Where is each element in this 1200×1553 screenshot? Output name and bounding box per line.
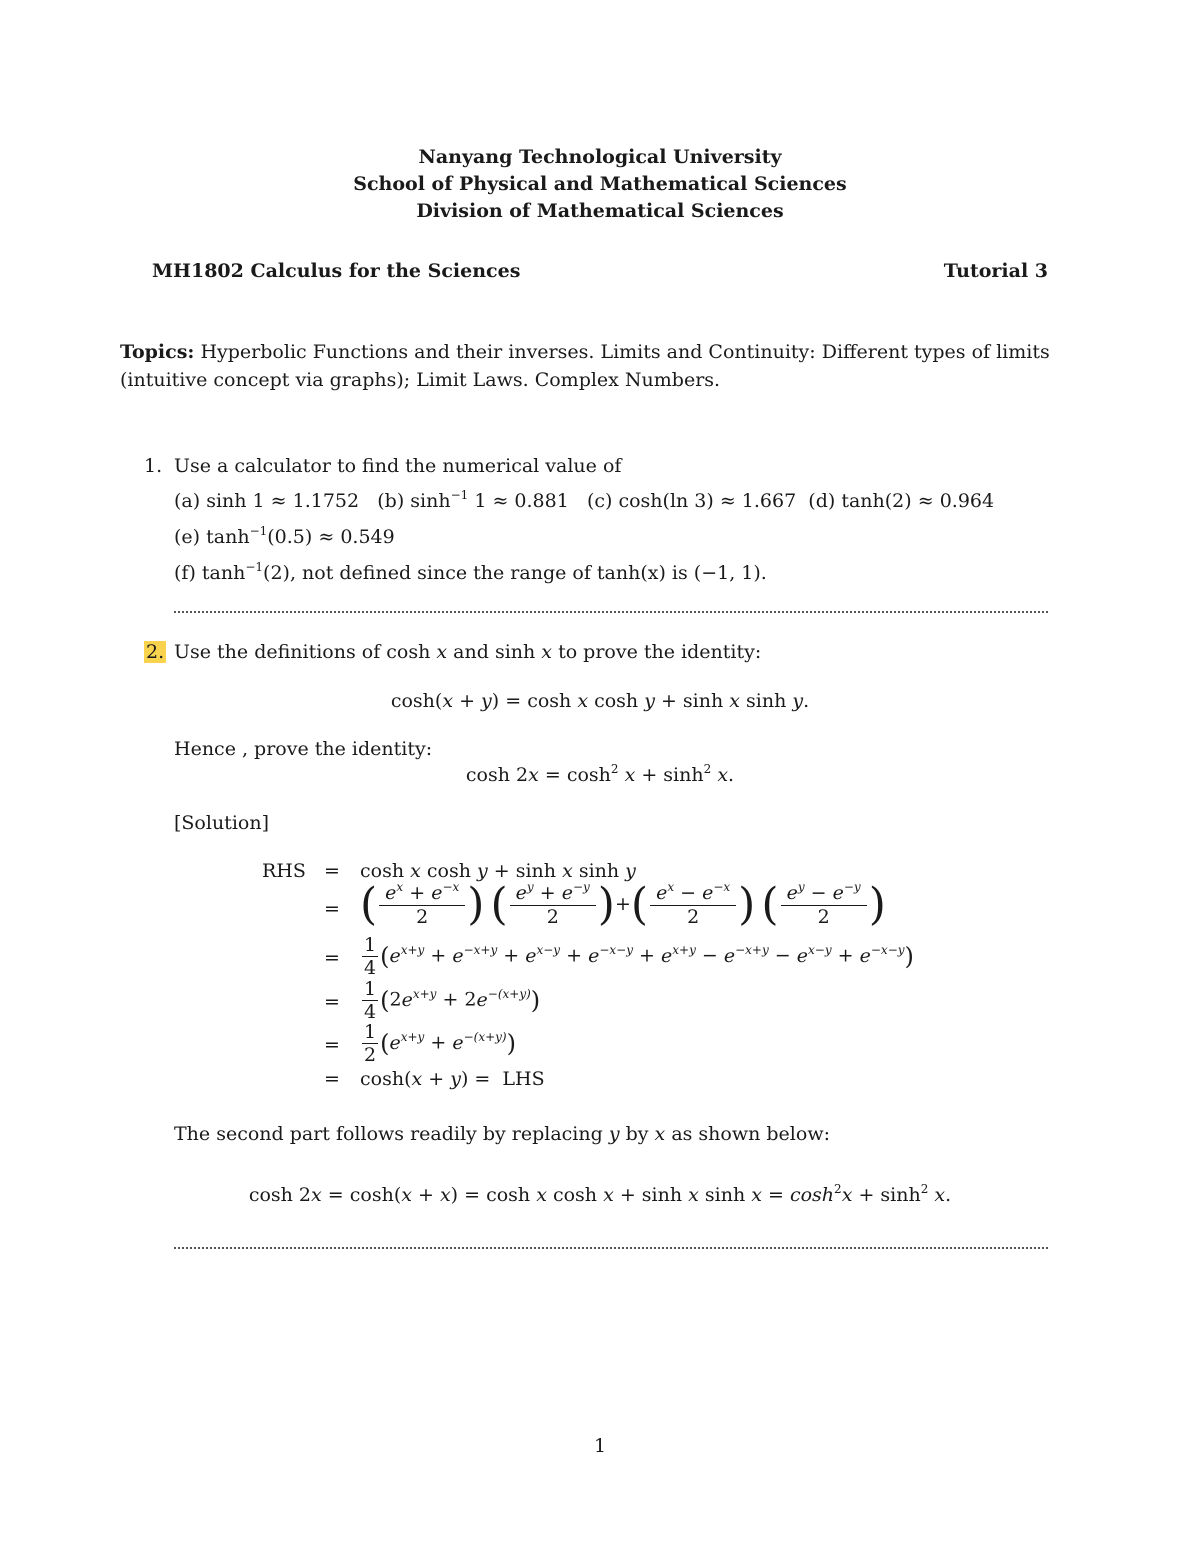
page-number: 1 bbox=[593, 1435, 607, 1457]
university-name: Nanyang Technological University bbox=[418, 146, 782, 168]
identity-1: cosh(x + y) = cosh x cosh y + sinh x sinh y. bbox=[390, 690, 810, 712]
second-part-text: The second part follows readily by replacing y by x as shown below: bbox=[174, 1123, 830, 1145]
course-title: MH1802 Calculus for the Sciences bbox=[152, 260, 521, 282]
tutorial-number: Tutorial 3 bbox=[943, 260, 1048, 282]
derivation-step-4: $\frac{1}{4}$ $(2e^{x+y} + 2e^{-(x+y)})$ bbox=[364, 978, 541, 1023]
separator-dots-1 bbox=[174, 611, 1048, 613]
eq-sign: = bbox=[324, 991, 340, 1013]
topics-line-2: (intuitive concept via graphs); Limit Laws. Complex Numbers. bbox=[120, 369, 721, 391]
derivation-step-1: cosh x cosh y + sinh x sinh y bbox=[360, 860, 636, 882]
hence-text: Hence , prove the identity: bbox=[174, 738, 433, 760]
topics-text-1: Hyperbolic Functions and their inverses. Limits and Continuity: Different types of limits bbox=[200, 341, 1050, 363]
q1-answers-row-1: (a) sinh 1 ≈ 1.1752 (b) $\sinh^{-1} 1 \approx 0.881$ (c) cosh(ln 3) ≈ 1.667 (d) tanh(2) ≈ 0.964 bbox=[174, 488, 995, 512]
derivation-rhs-label: RHS bbox=[262, 860, 306, 882]
identity-2: $\cosh 2x = \cosh^2 x + \sinh^2 x$. bbox=[465, 762, 735, 786]
solution-label: [Solution] bbox=[174, 812, 269, 834]
eq-sign: = bbox=[324, 1068, 340, 1090]
derivation-step-5: $\frac{1}{2}$ $(e^{x+y} + e^{-(x+y)})$ bbox=[364, 1021, 516, 1066]
eq-sign: = bbox=[324, 860, 340, 882]
eq-sign: = bbox=[324, 1034, 340, 1056]
eq-sign: = bbox=[324, 898, 340, 920]
separator-dots-2 bbox=[174, 1247, 1048, 1249]
q1-answer-e: (e) $\tanh^{-1}(0.5) \approx 0.549$ bbox=[174, 524, 395, 548]
derivation-step-6: cosh(x + y) = LHS bbox=[360, 1068, 545, 1090]
topics-line-1 bbox=[120, 341, 1050, 363]
q1-answer-f: (f) $\tanh^{-1}(2)$, not defined since the range of tanh(x) is (−1, 1). bbox=[174, 560, 767, 584]
derivation-step-2: ( $\frac{e^x + e^{-x}}{2}$ ) ( $\frac{e^y + e^{-y}}{2}$ )+( $\frac{e^x - e^{-x}}{2}$ ) ( $\frac{e^y - e^{-y}}{2}$ ) bbox=[360, 879, 886, 930]
eq-sign: = bbox=[324, 947, 340, 969]
q2-number: 2. bbox=[146, 641, 165, 663]
derivation-step-3: $\frac{1}{4}$ $(e^{x+y} + e^{-x+y} + e^{x-y} + e^{-x-y} + e^{x+y} - e^{-x+y} - e^{x-y} + e^{-x-y})$ bbox=[364, 934, 914, 979]
second-part-equation: cosh 2x = cosh(x + x) = cosh x cosh x + sinh x $\sinh x = \cosh^2x + \sinh^2 x$. bbox=[248, 1182, 952, 1206]
q1-prompt: Use a calculator to find the numerical value of bbox=[174, 455, 622, 477]
school-name: School of Physical and Mathematical Sciences bbox=[353, 173, 847, 195]
division-name: Division of Mathematical Sciences bbox=[416, 200, 784, 222]
topics-label: Topics: bbox=[120, 341, 195, 363]
q1-number: 1. bbox=[144, 455, 163, 477]
q2-prompt: Use the definitions of cosh x and sinh x to prove the identity: bbox=[174, 641, 762, 663]
